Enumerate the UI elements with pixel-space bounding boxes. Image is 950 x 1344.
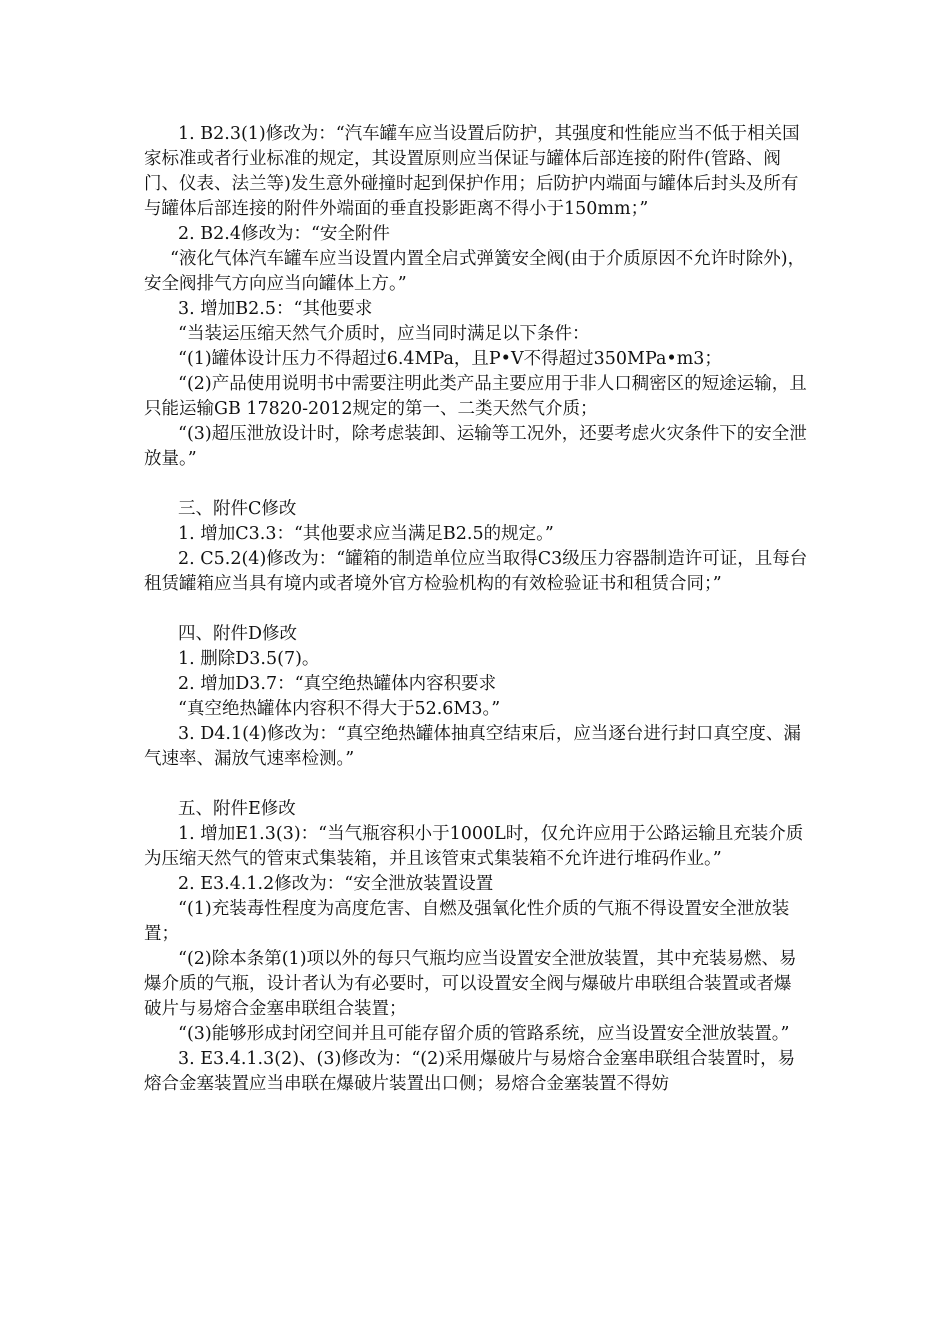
paragraph-b2-4: 2. B2.4修改为：“安全附件 [178,224,390,244]
document-page [144,122,808,1097]
paragraph-b2-5-item-1: “(1)罐体设计压力不得超过6.4MPa，且P•V不得超过350MPa•m3； [178,349,722,369]
paragraph-b2-5: 3. 增加B2.5：“其他要求 [178,299,373,319]
paragraph-b2-4-quote: “液化气体汽车罐车应当设置内置全启式弹簧安全阀(由于介质原因不允许时除外)，安全阀排气方向应当向罐体上方。” [144,249,806,294]
paragraph-e3-4-1-3: 3. E3.4.1.3(2)、(3)修改为：“(2)采用爆破片与易熔合金塞串联组合装置时，易熔合金塞装置应当串联在爆破片装置出口侧；易熔合金塞装置不得妨 [144,1049,796,1094]
paragraph-b2-3: 1. B2.3(1)修改为：“汽车罐车应当设置后防护，其强度和性能应当不低于相关国家标准或者行业标准的规定，其设置原则应当保证与罐体后部连接的附件(管路、阀门、仪表、法兰等)发生意外碰撞时起到保护作用；后防护内端面与罐体后封头及所有与罐体后部连接的附件外端面的垂直投影距离不得小于150mm；” [144,124,800,219]
paragraph-d3-7: 2. 增加D3.7：“真空绝热罐体内容积要求 [178,674,497,694]
paragraph-e3-4-1-2-item-2: “(2)除本条第(1)项以外的每只气瓶均应当设置安全泄放装置，其中充装易燃、易爆介质的气瓶，设计者认为有必要时，可以设置安全阀与爆破片串联组合装置或者爆破片与易熔合金塞串联组合装置； [144,949,797,1019]
paragraph-e3-4-1-2-item-1: “(1)充装毒性程度为高度危害、自燃及强氧化性介质的气瓶不得设置安全泄放装置； [144,899,790,944]
section-heading-e: 五、附件E修改 [178,799,296,819]
paragraph-d3-5: 1. 删除D3.5(7)。 [178,649,320,669]
paragraph-e3-4-1-2: 2. E3.4.1.2修改为：“安全泄放装置设置 [178,874,494,894]
paragraph-c5-2: 2. C5.2(4)修改为：“罐箱的制造单位应当取得C3级压力容器制造许可证，且每台租赁罐箱应当具有境内或者境外官方检验机构的有效检验证书和租赁合同；” [144,549,808,594]
section-heading-c: 三、附件C修改 [178,499,297,519]
paragraph-b2-5-item-2: “(2)产品使用说明书中需要注明此类产品主要应用于非人口稠密区的短途运输，且只能运输GB 17820-2012规定的第一、二类天然气介质； [144,374,807,419]
paragraph-b2-5-intro: “当装运压缩天然气介质时，应当同时满足以下条件： [178,324,590,344]
paragraph-e3-4-1-2-item-3: “(3)能够形成封闭空间并且可能存留介质的管路系统，应当设置安全泄放装置。” [178,1024,790,1044]
paragraph-e1-3: 1. 增加E1.3(3)：“当气瓶容积小于1000L时，仅允许应用于公路运输且充装介质为压缩天然气的管束式集装箱，并且该管束式集装箱不允许进行堆码作业。” [144,824,804,869]
section-heading-d: 四、附件D修改 [178,624,298,644]
paragraph-b2-5-item-3: “(3)超压泄放设计时，除考虑装卸、运输等工况外，还要考虑火灾条件下的安全泄放量。” [144,424,807,469]
paragraph-c3-3: 1. 增加C3.3：“其他要求应当满足B2.5的规定。” [178,524,554,544]
paragraph-d4-1: 3. D4.1(4)修改为：“真空绝热罐体抽真空结束后，应当逐台进行封口真空度、漏气速率、漏放气速率检测。” [144,724,801,769]
paragraph-d3-7-quote: “真空绝热罐体内容积不得大于52.6M3。” [178,699,501,719]
